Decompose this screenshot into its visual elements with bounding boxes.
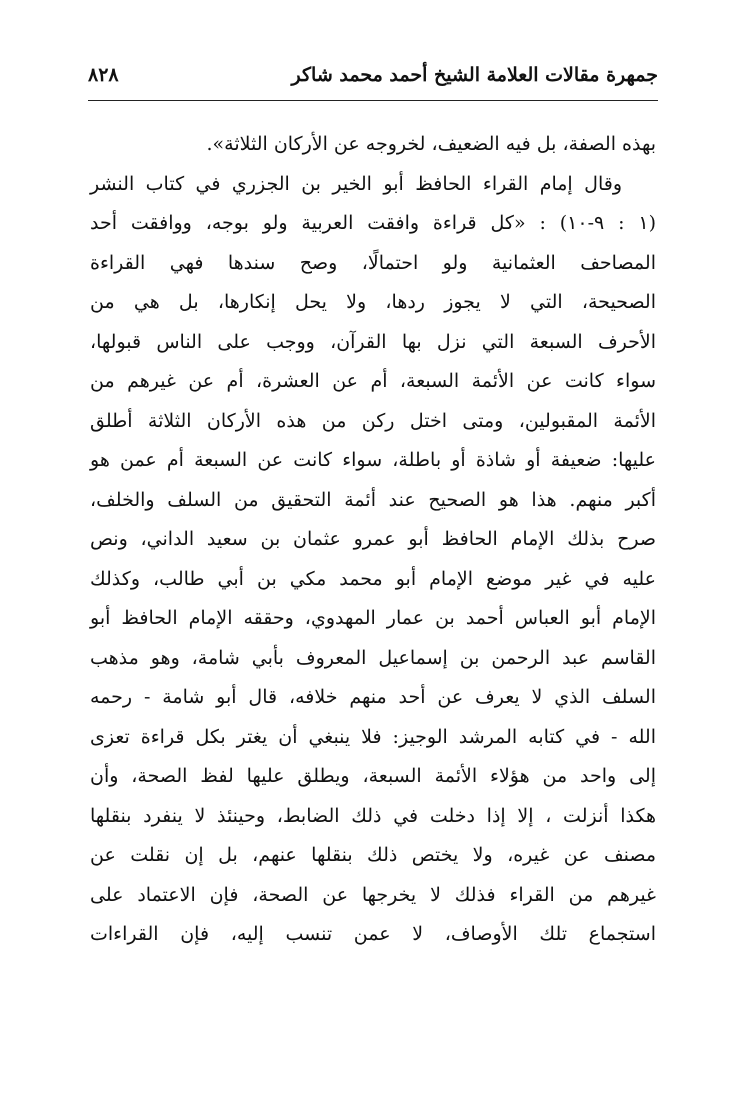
text-line: مصنف عن غيره، ولا يختص ذلك بنقلها عنهم، بل إن نقلت عن <box>90 844 656 866</box>
text-line: إلى واحد من هؤلاء الأئمة السبعة، ويطلق عليها لفظ الصحة، وأن <box>90 765 656 787</box>
text-line: الإمام أبو العباس أحمد بن عمار المهدوي، وحققه الإمام الحافظ أبو <box>90 607 656 629</box>
text-line: القاسم عبد الرحمن بن إسماعيل المعروف بأبي شامة، وهو مذهب <box>90 646 656 669</box>
text-line: الصحيحة، التي لا يجوز ردها، ولا يحل إنكارها، بل هي من <box>90 291 656 313</box>
text-line: (١ : ٩-١٠) : «كل قراءة وافقت العربية ولو بوجه، ووافقت أحد <box>90 212 656 234</box>
running-header <box>88 58 658 98</box>
text-line: السلف الذي لا يعرف عن أحد منهم خلافه، قال أبو شامة - رحمه <box>90 686 656 708</box>
body-text <box>90 125 656 955</box>
text-line: هكذا أنزلت ، إلا إذا دخلت في ذلك الضابط، وحينئذ لا ينفرد بنقلها <box>90 804 656 827</box>
text-line: الله - في كتابه المرشد الوجيز: فلا ينبغي أن يغتر بكل قراءة تعزى <box>90 725 656 748</box>
text-line: بهذه الصفة، بل فيه الضعيف، لخروجه عن الأركان الثلاثة». <box>206 133 656 155</box>
text-line: غيرهم من القراء فذلك لا يخرجها عن الصحة، فإن الاعتماد على <box>90 883 656 906</box>
running-title: جمهرة مقالات العلامة الشيخ أحمد محمد شاكر <box>291 64 658 86</box>
text-line: وقال إمام القراء الحافظ أبو الخير بن الجزري في كتاب النشر <box>90 172 622 195</box>
text-line: عليها: ضعيفة أو شاذة أو باطلة، سواء كانت عن السبعة أم عمن هو <box>90 449 656 471</box>
text-line: المصاحف العثمانية ولو احتمالًا، وصح سندها فهي القراءة <box>90 251 656 274</box>
text-line: عليه في غير موضع الإمام أبو محمد مكي بن أبي طالب، وكذلك <box>90 567 656 590</box>
text-line: الأئمة المقبولين، ومتى اختل ركن من هذه الأركان الثلاثة أطلق <box>90 409 656 432</box>
text-line: سواء كانت عن الأئمة السبعة، أم عن العشرة، أم عن غيرهم من <box>90 370 656 392</box>
page-number: ٨٢٨ <box>88 64 119 86</box>
header-rule <box>88 100 658 101</box>
text-line: الأحرف السبعة التي نزل بها القرآن، ووجب على الناس قبولها، <box>90 330 656 353</box>
text-line: استجماع تلك الأوصاف، لا عمن تنسب إليه، فإن القراءات <box>90 923 656 945</box>
text-line: أكبر منهم. هذا هو الصحيح عند أئمة التحقيق من السلف والخلف، <box>90 488 656 511</box>
text-line: صرح بذلك الإمام الحافظ أبو عمرو عثمان بن سعيد الداني، ونص <box>90 528 656 550</box>
